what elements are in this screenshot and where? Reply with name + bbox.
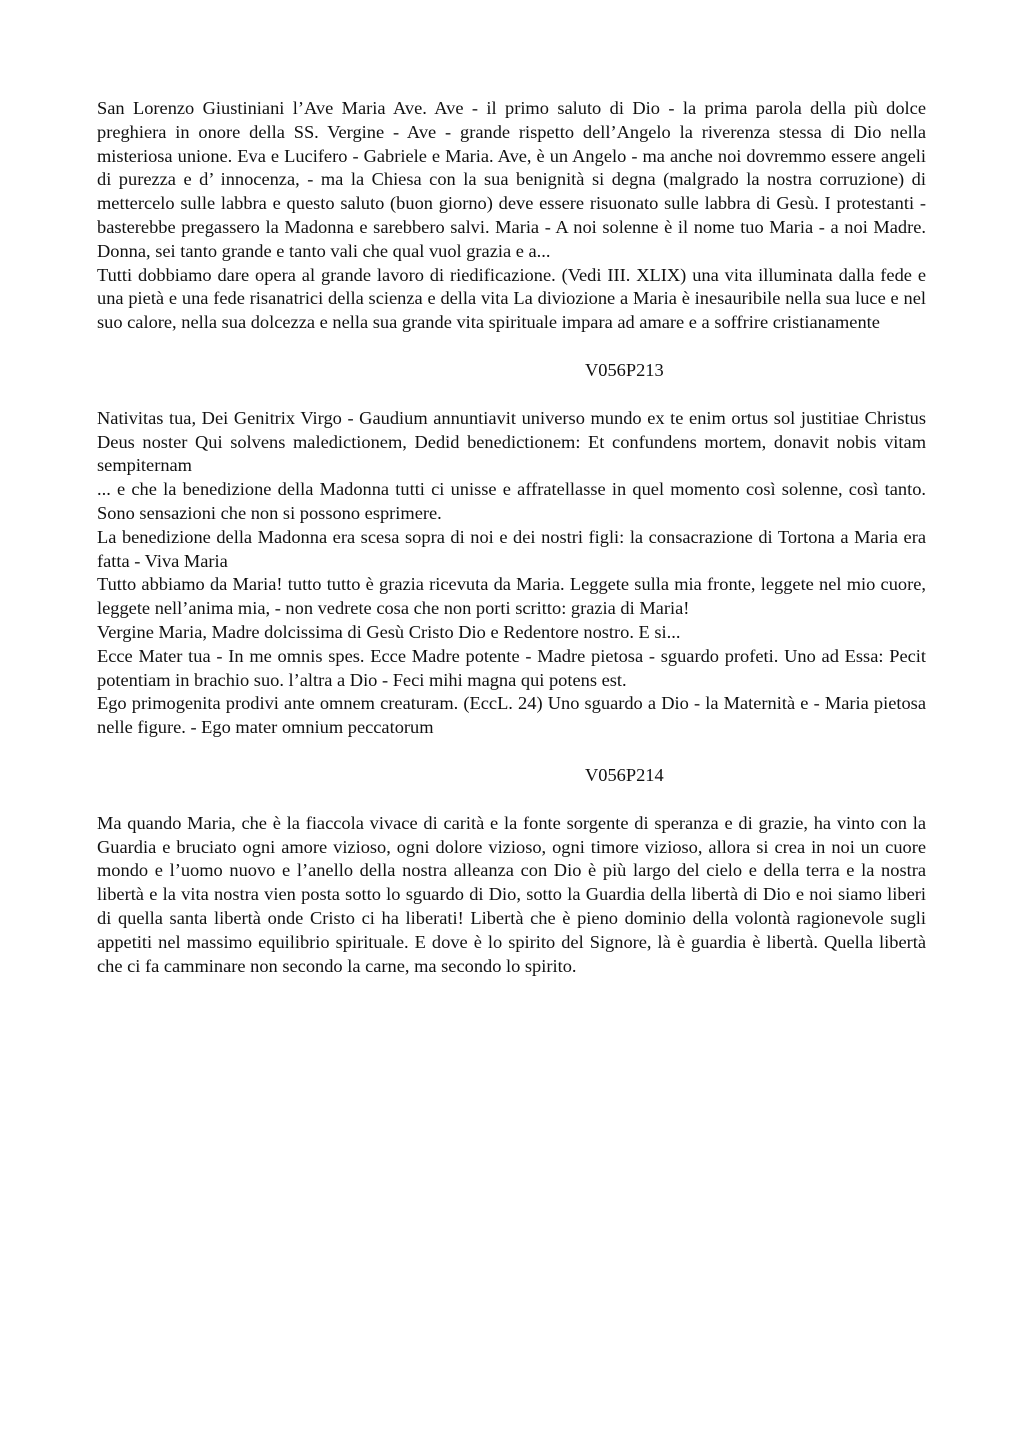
- page-marker: V056P214: [585, 764, 664, 785]
- paragraph: La benedizione della Madonna era scesa sopra di noi e dei nostri figli: la consacrazione di Tortona a Maria era fatta - Viva Maria: [97, 526, 926, 571]
- paragraph: Tutti dobbiamo dare opera al grande lavoro di riedificazione. (Vedi III. XLIX) una vita illuminata dalla fede e una pietà e una fede risanatrici della scienza e della vita La diviozione a Maria è inesauribile nella sua luce e nel suo calore, nella sua dolcezza e nella sua grande vita spirituale impara ad amare e a soffrire cristianamente: [97, 264, 926, 333]
- paragraph: San Lorenzo Giustiniani l’Ave Maria Ave. Ave - il primo saluto di Dio - la prima parola della più dolce preghiera in onore della SS. Vergine - Ave - grande rispetto dell’Angelo la riverenza stessa di Dio nella misteriosa unione. Eva e Lucifero - Gabriele e Maria. Ave, è un Angelo - ma anche noi dovremmo essere angeli di purezza e d’ innocenza, - ma la Chiesa con la sua benignità si degna (malgrado la nostra corruzione) di mettercelo sulle labbra e questo saluto (buon giorno) deve essere risuonato sulle labbra di Gesù. I protestanti - basterebbe pregassero la Madonna e sarebbero salvi. Maria - A noi solenne è il nome tuo Maria - a noi Madre. Donna, sei tanto grande e tanto vali che qual vuol grazia e a...: [97, 98, 926, 261]
- page-marker: V056P213: [585, 359, 664, 380]
- paragraph: Nativitas tua, Dei Genitrix Virgo - Gaudium annuntiavit universo mundo ex te enim ortus sol justitiae Christus Deus noster Qui solvens maledictionem, Dedid benedictionem: Et confundens mortem, donavit nobis vitam sempiternam: [97, 407, 926, 476]
- paragraph: Ma quando Maria, che è la fiaccola vivace di carità e la fonte sorgente di speranza e di grazie, ha vinto con la Guardia e bruciato ogni amore vizioso, ogni dolore vizioso, ogni timore vizioso, allora si crea in noi un cuore mondo e l’uomo nuovo e l’anello della nostra alleanza con Dio è più largo del cielo e della terra e la nostra libertà e la vita nostra vien posta sotto lo sguardo di Dio, sotto la Guardia della libertà di Dio e noi siamo liberi di quella santa libertà onde Cristo ci ha liberati! Libertà che è pieno dominio della volontà ragionevole sugli appetiti nel massimo equilibrio spirituale. E dove è lo spirito del Signore, là è guardia è libertà. Quella libertà che ci fa camminare non secondo la carne, ma secondo lo spirito.: [97, 812, 926, 976]
- paragraph: Tutto abbiamo da Maria! tutto tutto è grazia ricevuta da Maria. Leggete sulla mia fronte, leggete nel mio cuore, leggete nell’anima mia, - non vedrete cosa che non porti scritto: grazia di Maria!: [97, 574, 926, 619]
- paragraph: Ego primogenita prodivi ante omnem creaturam. (EccL. 24) Uno sguardo a Dio - la Maternità e - Maria pietosa nelle figure. - Ego mater omnium peccatorum: [97, 693, 926, 738]
- document-page: [97, 97, 926, 978]
- paragraph: Vergine Maria, Madre dolcissima di Gesù Cristo Dio e Redentore nostro. E si...: [97, 621, 681, 642]
- paragraph: ... e che la benedizione della Madonna tutti ci unisse e affratellasse in quel momento così solenne, così tanto. Sono sensazioni che non si possono esprimere.: [97, 479, 926, 523]
- paragraph: Ecce Mater tua - In me omnis spes. Ecce Madre potente - Madre pietosa - sguardo profeti. Uno ad Essa: Pecit potentiam in brachio suo. l’altra a Dio - Feci mihi magna qui potens est.: [97, 645, 926, 690]
